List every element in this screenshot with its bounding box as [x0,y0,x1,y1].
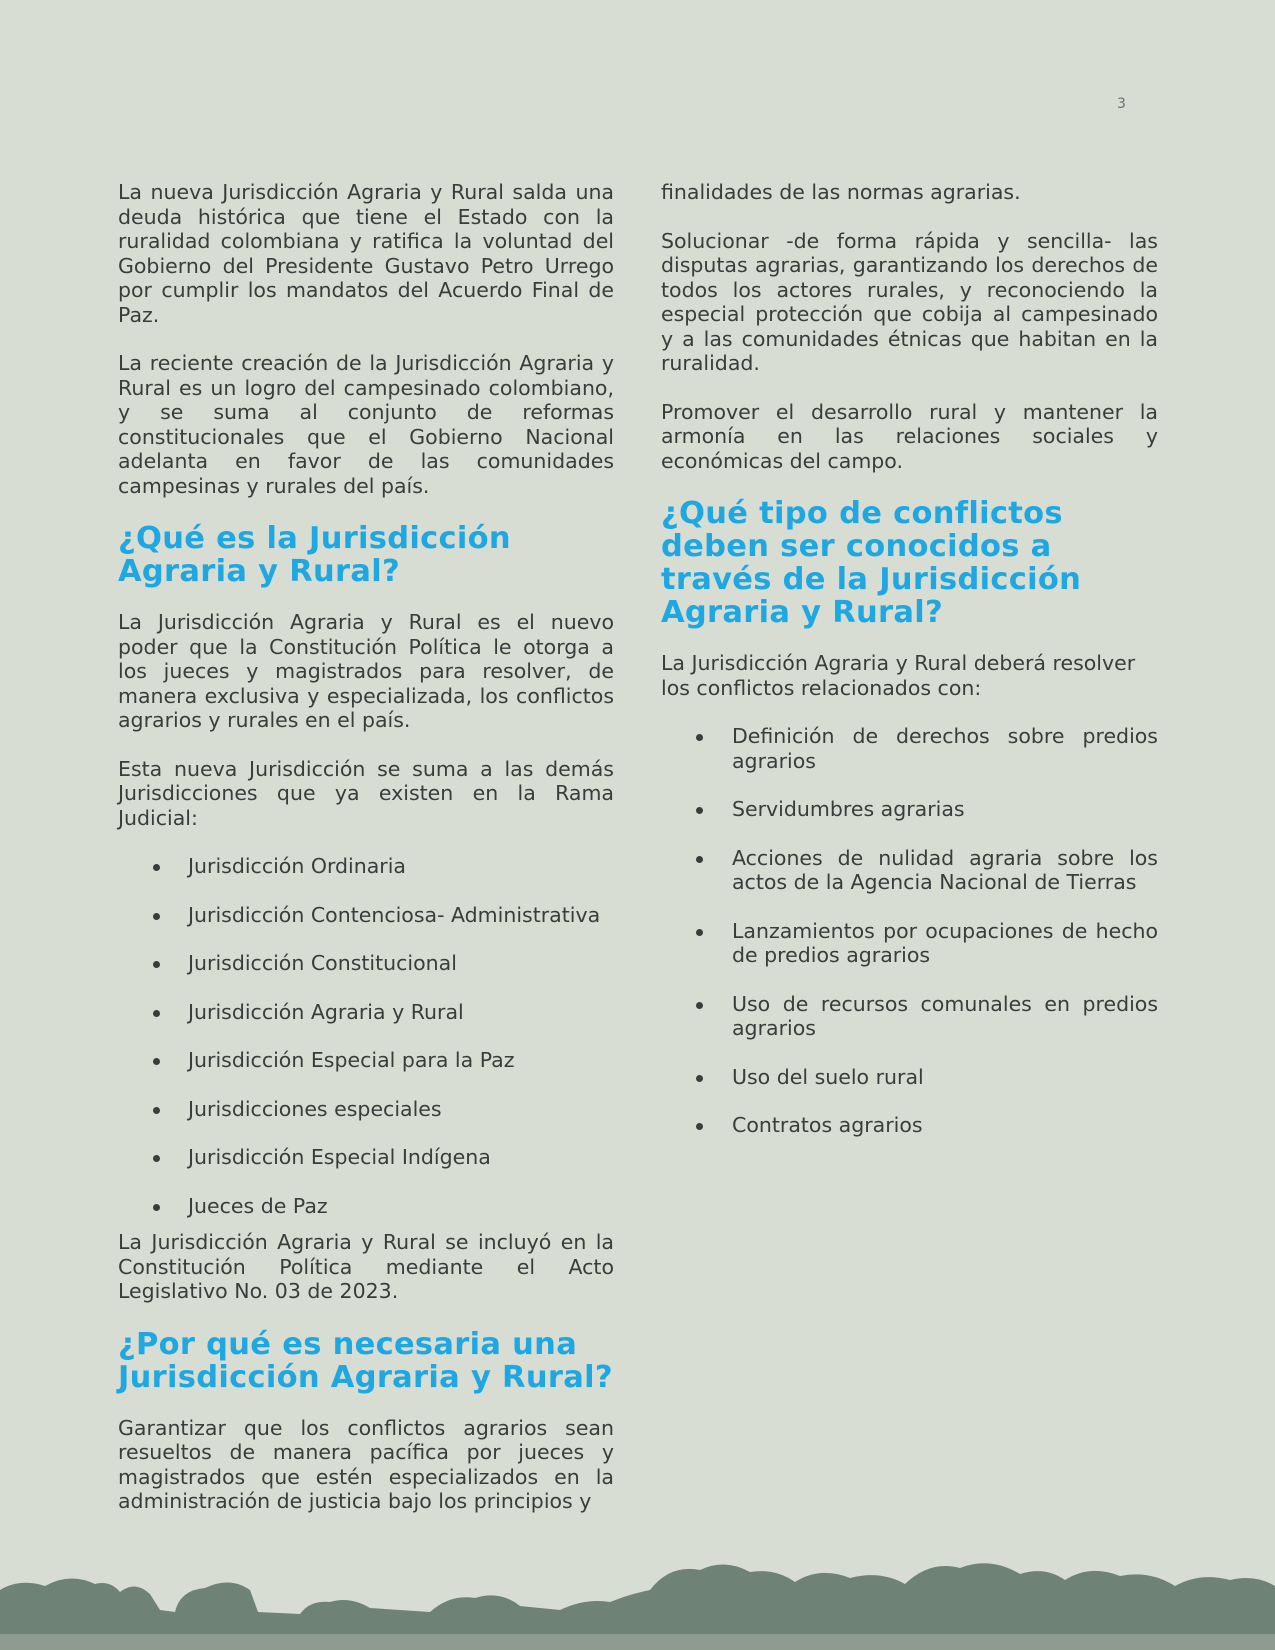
bullet-icon [696,1075,703,1082]
list-item: Jurisdicción Ordinaria [118,854,614,879]
intro-paragraph-1: La nueva Jurisdicción Agraria y Rural salda una deuda histórica que tiene el Estado con la ruralidad colombiana y ratifica la voluntad del Gobierno del Presidente Gustavo Petro Urrego por cumplir los mandatos del Acuerdo Final de Paz. [118,180,614,327]
continued-paragraph-2: Solucionar -de forma rápida y sencilla- las disputas agrarias, garantizando los derechos de todos los actores rurales, y reconociendo la especial protección que cobija al campesinado y a las comunidades étnicas que habitan en la ruralidad. [661,228,1158,375]
list-item: Jurisdicción Agraria y Rural [118,1000,614,1025]
bullet-icon [153,1010,160,1017]
bullet-icon [153,961,160,968]
page-number: 3 [1117,96,1126,112]
list-item: Jurisdicción Especial para la Paz [118,1048,614,1073]
list-item: Jurisdicciones especiales [118,1097,614,1122]
conflictos-list [661,724,1158,1138]
list-item: Jueces de Paz [118,1194,614,1219]
bullet-icon [696,734,703,741]
heading-que-es: ¿Qué es la Jurisdicción Agraria y Rural? [118,521,511,589]
intro-paragraph-2: La reciente creación de la Jurisdicción Agraria y Rural es un logro del campesinado colombiano, y se suma al conjunto de reformas constitucionales que el Gobierno Nacional adelanta en favor de las comunidades campesinas y rurales del país. [118,351,614,498]
left-column [118,180,614,1538]
list-item: Lanzamientos por ocupaciones de hecho de predios agrarios [661,919,1158,968]
jurisdicciones-list [118,854,614,1218]
bullet-icon [153,913,160,920]
list-item: Jurisdicción Especial Indígena [118,1145,614,1170]
bullet-icon [153,1107,160,1114]
heading-por-que: ¿Por qué es necesaria una Jurisdicción Agraria y Rural? [118,1326,613,1395]
bullet-icon [696,1002,703,1009]
bullet-icon [153,1204,160,1211]
tree-landscape-illustration [0,1550,1275,1650]
conflictos-paragraph-1: La Jurisdicción Agraria y Rural deberá resolver los conflictos relacionados con: [661,651,1136,700]
list-item: Jurisdicción Constitucional [118,951,614,976]
bullet-icon [153,864,160,871]
que-es-paragraph-3: La Jurisdicción Agraria y Rural se incluyó en la Constitución Política mediante el Acto Legislativo No. 03 de 2023. [118,1230,614,1303]
list-item: Uso de recursos comunales en predios agrarios [661,992,1158,1041]
que-es-paragraph-2: Esta nueva Jurisdicción se suma a las demás Jurisdicciones que ya existen en la Rama Judicial: [118,756,614,830]
bullet-icon [696,807,703,814]
por-que-paragraph-1: Garantizar que los conflictos agrarios sean resueltos de manera pacífica por jueces y magistrados que estén especializados en la administración de justicia bajo los principios y [118,1415,614,1513]
list-item: Uso del suelo rural [661,1065,1158,1090]
list-item: Definición de derechos sobre predios agrarios [661,724,1158,773]
continued-paragraph-3: Promover el desarrollo rural y mantener la armonía en las relaciones sociales y económicas del campo. [661,399,1158,473]
que-es-paragraph-1: La Jurisdicción Agraria y Rural es el nuevo poder que la Constitución Política le otorga a los jueces y magistrados para resolver, de manera exclusiva y especializada, los conflictos agrarios y rurales en el país. [118,610,614,732]
bullet-icon [696,1123,703,1130]
list-item: Acciones de nulidad agraria sobre los actos de la Agencia Nacional de Tierras [661,846,1158,895]
bullet-icon [153,1155,160,1162]
list-item: Servidumbres agrarias [661,797,1158,822]
right-column [661,180,1158,1162]
heading-conflictos: ¿Qué tipo de conflictos deben ser conocidos a través de la Jurisdicción Agraria y Rural? [661,496,1082,630]
continued-paragraph-1: finalidades de las normas agrarias. [661,180,1021,204]
bullet-icon [696,856,703,863]
bullet-icon [153,1058,160,1065]
bullet-icon [696,929,703,936]
list-item: Contratos agrarios [661,1113,1158,1138]
list-item: Jurisdicción Contenciosa- Administrativa [118,903,614,928]
